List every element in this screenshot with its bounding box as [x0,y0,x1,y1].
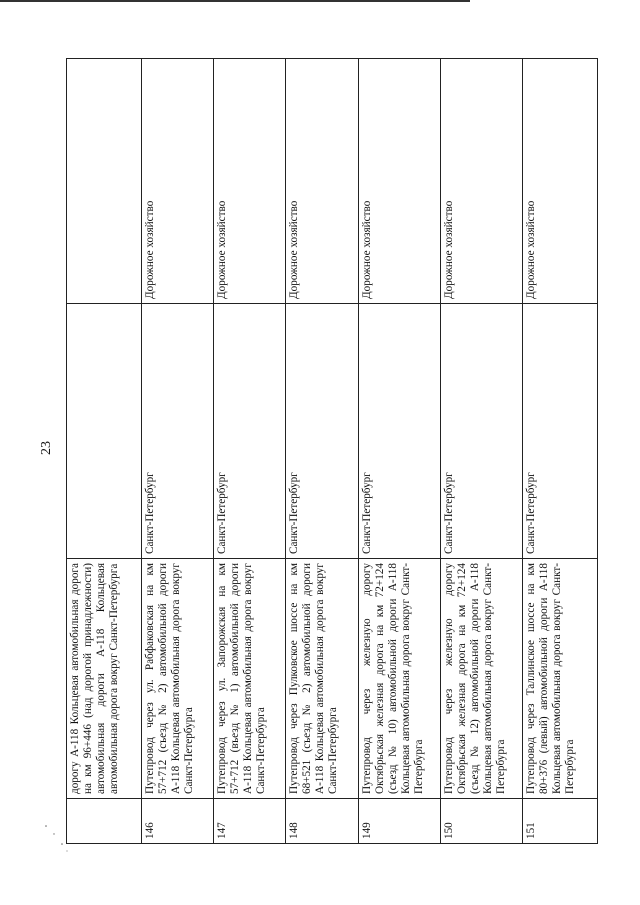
object-owner: Дорожное хозяйство [286,59,358,304]
table-row [522,59,597,844]
page-number: 23 [39,441,54,455]
row-number: 147 [214,799,286,844]
row-number: 148 [286,799,358,844]
row-number: 151 [522,799,597,844]
row-number: 150 [440,799,522,844]
object-location: Санкт-Петербург [358,304,440,559]
object-location: Санкт-Петербург [142,304,214,559]
object-location: Санкт-Петербург [286,304,358,559]
object-owner: Дорожное хозяйство [214,59,286,304]
table-row [142,59,214,844]
row-number: 146 [142,799,214,844]
object-owner [67,59,142,304]
object-owner: Дорожное хозяйство [440,59,522,304]
object-location: Санкт-Петербург [440,304,522,559]
object-owner: Дорожное хозяйство [142,59,214,304]
object-name: Путепровод через железную дорогу Октябрьская железная дорога на км 72+124 (съезд № 10) автомобильной дороги А-118 Кольцевая автомобильная дорога вокруг Санкт-Петербурга [358,559,440,799]
object-owner: Дорожное хозяйство [358,59,440,304]
object-location: Санкт-Петербург [522,304,597,559]
object-name: дорогу А-118 Кольцевая автомобильная дорога на км 96+446 (над дорогой принадлежности) автомобильная дороги А-118 Кольцевая автомобильная дорога вокруг Санкт-Петербурга [67,559,142,799]
object-name: Путепровод через Пулковское шоссе на км 68+521 (съезд № 2) автомобильной дороги А-118 Кольцевая автомобильная дорога вокруг Санкт-Петербурга [286,559,358,799]
top-rule [0,0,470,2]
table-row [214,59,286,844]
object-location: Санкт-Петербург [214,304,286,559]
table-row [286,59,358,844]
object-owner: Дорожное хозяйство [522,59,597,304]
table-row [440,59,522,844]
object-name: Путепровод через железную дорогу Октябрьская железная дорога на км 72+124 (съезд № 12) автомобильной дороги А-118 Кольцевая автомобильная дорога вокруг Санкт-Петербурга [440,559,522,799]
object-name: Путепровод через ул. Запорожская на км 57+712 (въезд № 1) автомобильной дороги А-118 Кольцевая автомобильная дорога вокруг Санкт-Петербурга [214,559,286,799]
row-number: 149 [358,799,440,844]
object-name: Путепровод через ул. Рабфаковская на км 57+712 (съезд № 2) автомобильной дороги А-118 Кольцевая автомобильная дорога вокруг Санкт-Петербурга [142,559,214,799]
row-number [67,799,142,844]
table-row [67,59,142,844]
objects-table [66,59,598,844]
object-name: Путепровод через Таллинское шоссе на км 80+376 (левый) автомобильной дороги А-118 Кольцевая автомобильная дорога вокруг Санкт-Петербурга [522,559,597,799]
table-row [358,59,440,844]
object-location [67,304,142,559]
